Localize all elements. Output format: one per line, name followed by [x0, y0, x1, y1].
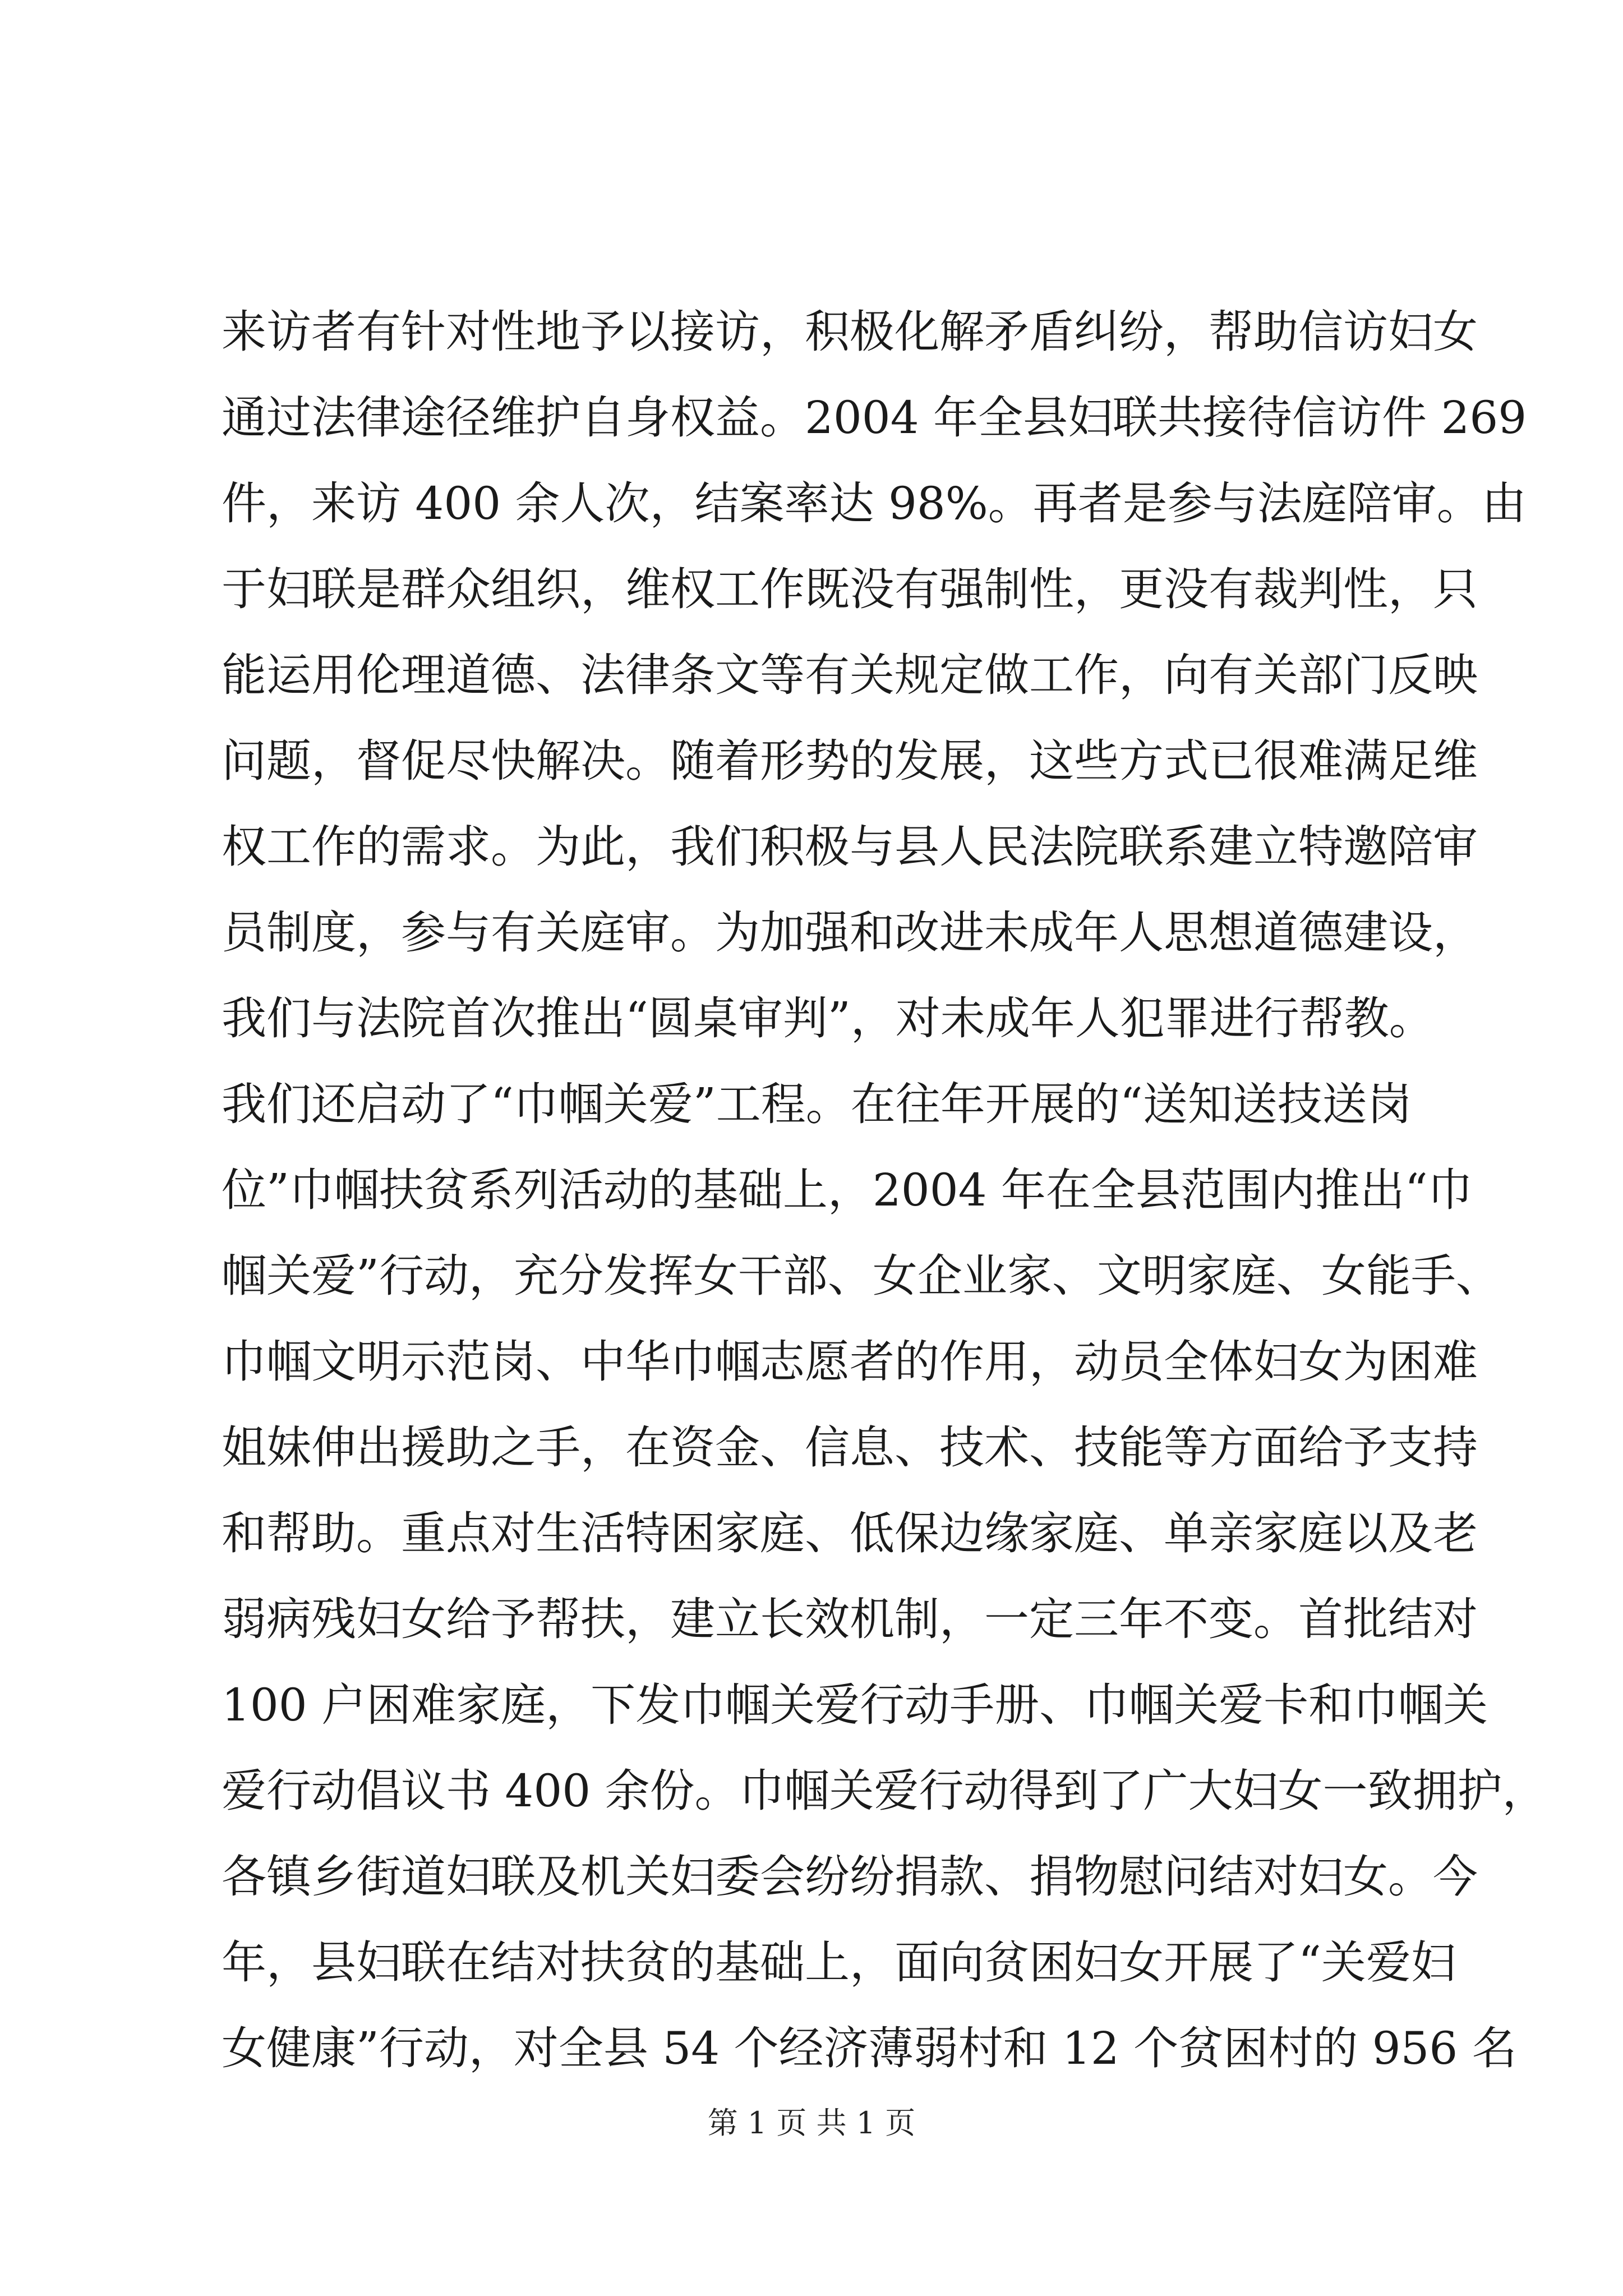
- text-line: 我们还启动了“巾帼关爱”工程。在往年开展的“送知送技送岗: [222, 1078, 1412, 1130]
- body-text: [222, 289, 1547, 2091]
- text-line: 年，县妇联在结对扶贫的基础上，面向贫困妇女开展了“关爱妇: [222, 1936, 1456, 1989]
- text-line: 和帮助。重点对生活特困家庭、低保边缘家庭、单亲家庭以及老: [222, 1507, 1478, 1559]
- page-footer: 第 1 页 共 1 页: [707, 2105, 916, 2141]
- text-line: 弱病残妇女给予帮扶，建立长效机制，一定三年不变。首批结对: [222, 1593, 1478, 1645]
- text-line: 帼关爱”行动，充分发挥女干部、女企业家、文明家庭、女能手、: [222, 1250, 1501, 1302]
- text-line: 通过法律途径维护自身权益。2004 年全县妇联共接待信访件 269: [222, 392, 1527, 444]
- text-line: 问题，督促尽快解决。随着形势的发展，这些方式已很难满足维: [222, 735, 1478, 787]
- text-line: 爱行动倡议书 400 余份。巾帼关爱行动得到了广大妇女一致拥护，: [222, 1765, 1547, 1817]
- text-line: 巾帼文明示范岗、中华巾帼志愿者的作用，动员全体妇女为困难: [222, 1336, 1478, 1388]
- text-line: 姐妹伸出援助之手，在资金、信息、技术、技能等方面给予支持: [222, 1421, 1478, 1474]
- text-line: 我们与法院首次推出“圆桌审判”，对未成年人犯罪进行帮教。: [222, 992, 1434, 1045]
- text-line: 于妇联是群众组织，维权工作既没有强制性，更没有裁判性，只: [222, 563, 1478, 615]
- text-line: 各镇乡街道妇联及机关妇委会纷纷捐款、捐物慰问结对妇女。今: [222, 1851, 1478, 1903]
- text-line: 件，来访 400 余人次，结案率达 98%。再者是参与法庭陪审。由: [222, 477, 1527, 530]
- text-line: 权工作的需求。为此，我们积极与县人民法院联系建立特邀陪审: [222, 821, 1478, 873]
- text-line: 来访者有针对性地予以接访，积极化解矛盾纠纷，帮助信访妇女: [222, 306, 1478, 358]
- text-line: 位”巾帼扶贫系列活动的基础上，2004 年在全县范围内推出“巾: [222, 1164, 1473, 1216]
- text-line: 100 户困难家庭，下发巾帼关爱行动手册、巾帼关爱卡和巾帼关: [222, 1679, 1488, 1731]
- text-line: 女健康”行动，对全县 54 个经济薄弱村和 12 个贫困村的 956 名: [222, 2022, 1517, 2074]
- text-line: 员制度，参与有关庭审。为加强和改进未成年人思想道德建设，: [222, 907, 1478, 959]
- text-line: 能运用伦理道德、法律条文等有关规定做工作，向有关部门反映: [222, 649, 1478, 701]
